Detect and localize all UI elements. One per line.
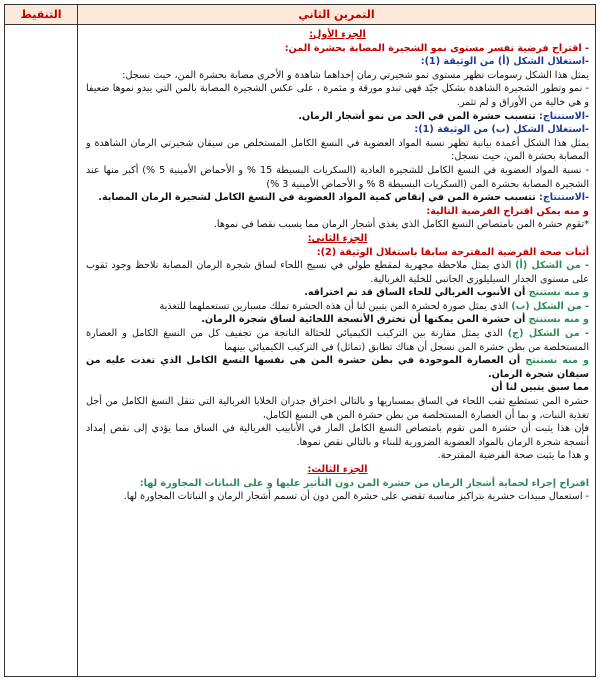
table-header [5,5,595,25]
part3-proposal: اقتراح إجراء لحماية أشجار الرمان من حشرة المن دون التأثير عليها و على النباتات المجاورة لها: [139,477,589,489]
table-body [5,25,595,677]
part2-summary-lead: مما سبق يتبين لنا أن [491,382,589,394]
part1-fig-a-text1: يمثل هذا الشكل رسومات تظهر مستوى نمو شجيرتي رمان إحداهما شاهدة و الأخرى مصابة بحشرة المن، حيث نسجل: [122,69,589,81]
part1-conclusion2: -الاستنتاج: تتسبب حشرة المن في إنقاص كمية المواد العضوية في النسغ الكامل لشجيرة الرمان المصابة. [98,192,589,204]
part1-fig-b-text1: يمثل هذا الشكل أعمدة بيانية تظهر نسبة المواد العضوية في النسغ الكامل المستخلص من سيقان شجيرتي الرمان الشاهدة و المصابة بحشرة المن، حيث نسجل: [86,137,589,163]
grading-column-title: التنقيط [5,5,78,24]
answer-sheet [4,4,596,677]
part2-fig-c-conclusion: و منه نستنتج أن العصارة الموجودة في بطن حشرة المن هي نفسها النسغ الكامل الذي تغذت عليه من سيقان شجرة الرمان. [86,355,589,380]
part2-fig-b-conclusion: و منه نستنتج أن حشرة المن يمكنها أن تخترق الأنسجة اللحائية لساق شجرة الرمان. [201,314,589,326]
part2-fig-a: - من الشكل (أ) الذي يمثل ملاحظة مجهرية لمقطع طولي في نسيج اللحاء لساق شجرة الرمان المصابة نلاحظ وجود ثقوب على مستوى الجدار السيليلوزي الجانبي للخلية الغربالية. [86,260,589,285]
part3-title: الجزء الثالث: [307,464,368,475]
grading-column [5,25,78,677]
part1-hypothesis-text: *تقوم حشرة المن بامتصاص النسغ الكامل الذي يغذي أشجار الرمان مما يسبب نقصا في نموها. [213,219,589,231]
part1-fig-a-title: -استغلال الشكل (أ) من الوثيقة (1): [420,56,589,68]
part2-summary-text2: فإن هذا يثبت أن حشرة المن تقوم بامتصاص النسغ الكامل المار في الأنابيب الغربالية في الساق مما يؤدي إلى نقص إمداد أنسجة شجرة الرمان بالمواد العضوية الضرورية للبناء و بالتالي نقص نموها. [86,423,589,448]
part2-summary-text1: حشرة المن تستطيع ثقب اللحاء في الساق بمسباريها و بالتالي اختراق جدران الخلايا الغربالية التي تنقل النسغ الكامل من أجل تغذية النبات، و بما أن العصارة المستخلصة من بطن حشرة المن هي النسغ الكامل، [86,396,589,421]
part2-fig-b: - من الشكل (ب) الذي يمثل صورة لحشرة المن يتبين لنا أن هذه الحشرة تملك مسبارين تستعملهما للتغذية [159,300,589,312]
part1-fig-b-text2: - نسبة المواد العضوية في النسغ الكامل للشجيرة العادية (السكريات البسيطة 15 % و الأحماض الأمينية 5 %) أكبر منها عند الشجيرة المصابة بحشرة المن (السكريات البسيطة 8 % و الأحماض الأمينية 3 %) [86,164,590,190]
part1-proposal: - اقتراح فرضية تفسر مستوى نمو الشجيرة المصابة بحشرة المن: [284,42,589,54]
part1-conclusion1: -الاستنتاج: تتسبب حشرة المن في الحد من نمو أشجار الرمان. [298,110,589,122]
part2-fig-c: - من الشكل (ج) الذي يمثل مقارنة بين التركيب الكيميائي للحثالة الناتجة من تجفيف كل من النسغ الكامل و العصارة المستخلصة من بطن حشرة المن نسجل أن هناك تطابق (تماثل) في التركيب الكيميائي بينهما [86,328,590,353]
part2-title: الجزء الثاني: [307,232,368,244]
part1-fig-b-title: -استغلال الشكل (ب) من الوثيقة (1): [414,124,589,136]
part2-summary-text3: و هذا ما يثبت صحة الفرضية المقترحة. [437,450,589,462]
part1-fig-a-text2: - نمو وتطور الشجيرة الشاهدة بشكل جيّد فهي تبدو مورقة و مثمرة ، على عكس الشجيرة المصابة بالمن التي يبدو نموها ضعيفا و هي خالية من الأوراق و لم تثمر. [86,83,589,108]
part2-fig-a-conclusion: و منه نستنتج أن الأنبوب الغربالي للحاء الساق قد تم اختراقه. [304,287,589,299]
part3-text: - استعمال مبيدات حشرية بتراكيز مناسبة تقضي على حشرة المن دون أن تسمم أشجار الرمان و النباتات المجاورة لها. [123,491,589,503]
answer-content [78,25,595,677]
part1-title: الجزء الأول: [309,29,366,40]
part2-verify: أثبات صحة الفرضية المقترحة سابقا باستغلال الوثيقة (2): [316,246,589,258]
part1-hypothesis-lead: و منه يمكن اقتراح الفرضية التالية: [426,205,589,217]
exercise-title: التمرين الثاني [298,8,375,21]
